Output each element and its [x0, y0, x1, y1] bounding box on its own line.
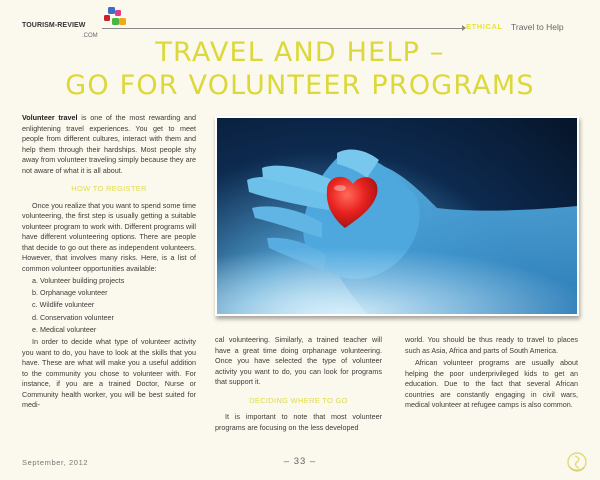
hand-heart-image: [217, 118, 577, 314]
column-2: [215, 335, 382, 433]
header-rule: [102, 28, 465, 29]
logo-suffix: .COM: [82, 33, 98, 39]
intro-paragraph: [22, 113, 196, 176]
section-title: Travel to Help: [511, 22, 564, 32]
subhead-deciding-where-to-go: DECIDING WHERE TO GO: [249, 395, 348, 405]
where-paragraph: It is important to note that most volunteer programs are focusing on the less developed: [215, 412, 382, 432]
list-item: a. Volunteer building projects: [32, 276, 125, 285]
list-item: e. Medical volunteer: [32, 324, 97, 334]
article-title-line-1: TRAVEL AND HELP –: [155, 37, 445, 68]
article-photo: [215, 116, 579, 316]
section-tag: ETHICAL: [466, 22, 503, 31]
list-item: b. Orphanage volunteer: [32, 288, 108, 298]
page-number: – 33 –: [283, 456, 317, 467]
list-item: c. Wildlife volunteer: [32, 300, 95, 310]
list-item: d. Conservation volunteer: [32, 312, 114, 322]
column-1: [22, 113, 196, 411]
decide-paragraph-continued: cal volunteering. Similarly, a trained teacher will have a great time doing orphanage volunteering. Once you have selected the type of volunteer activity you want to do, you can look for programs that support it.: [215, 335, 382, 386]
hand-with-heart-icon: [217, 118, 577, 314]
column-3: [405, 335, 578, 411]
intro-lead: Volunteer travel: [22, 113, 78, 122]
intro-text: is one of the most rewarding and enlightening travel experiences. You get to meet people from different cultures, interact with them and help them through their hardships. Most people shy away from volunteer traveling simply because they are not aware of what it is all about.: [22, 113, 196, 175]
subhead-how-to-register: HOW TO REGISTER: [71, 184, 147, 193]
decide-paragraph: In order to decide what type of volunteer activity you want to do, you have to look at the skills that you have. These are what will make you a useful addition to the community you chose to volunteer with. For instance, if you are a trained Doctor, Nurse or Community health worker, you will be best suited for medi-: [22, 337, 196, 410]
issue-date: September, 2012: [22, 458, 89, 467]
article-title-line-2: GO FOR VOLUNTEER PROGRAMS: [65, 70, 535, 101]
where-paragraph-continued: world. You should be thus ready to travel to places such as Asia, Africa and parts of South America.: [405, 335, 578, 355]
register-paragraph: Once you realize that you want to spend some time volunteering, the first step is usually getting a suitable volunteer program to work with. Different programs will have different volunteering options. There are people that decide to go out there as independent volunteers. However, that involves many risks. Here, is a list of common volunteer opportunities available:: [22, 200, 196, 273]
globe-emblem-icon: [566, 451, 588, 473]
volunteer-list: [32, 275, 196, 336]
africa-paragraph: African volunteer programs are usually about helping the poor underprivileged kids to get an education. Due to the fact that several African countries are constantly engaging in civil wars, medical volunteer at refugee camps is also common.: [405, 358, 578, 409]
logo-text: TOURISM-REVIEW: [22, 22, 86, 29]
